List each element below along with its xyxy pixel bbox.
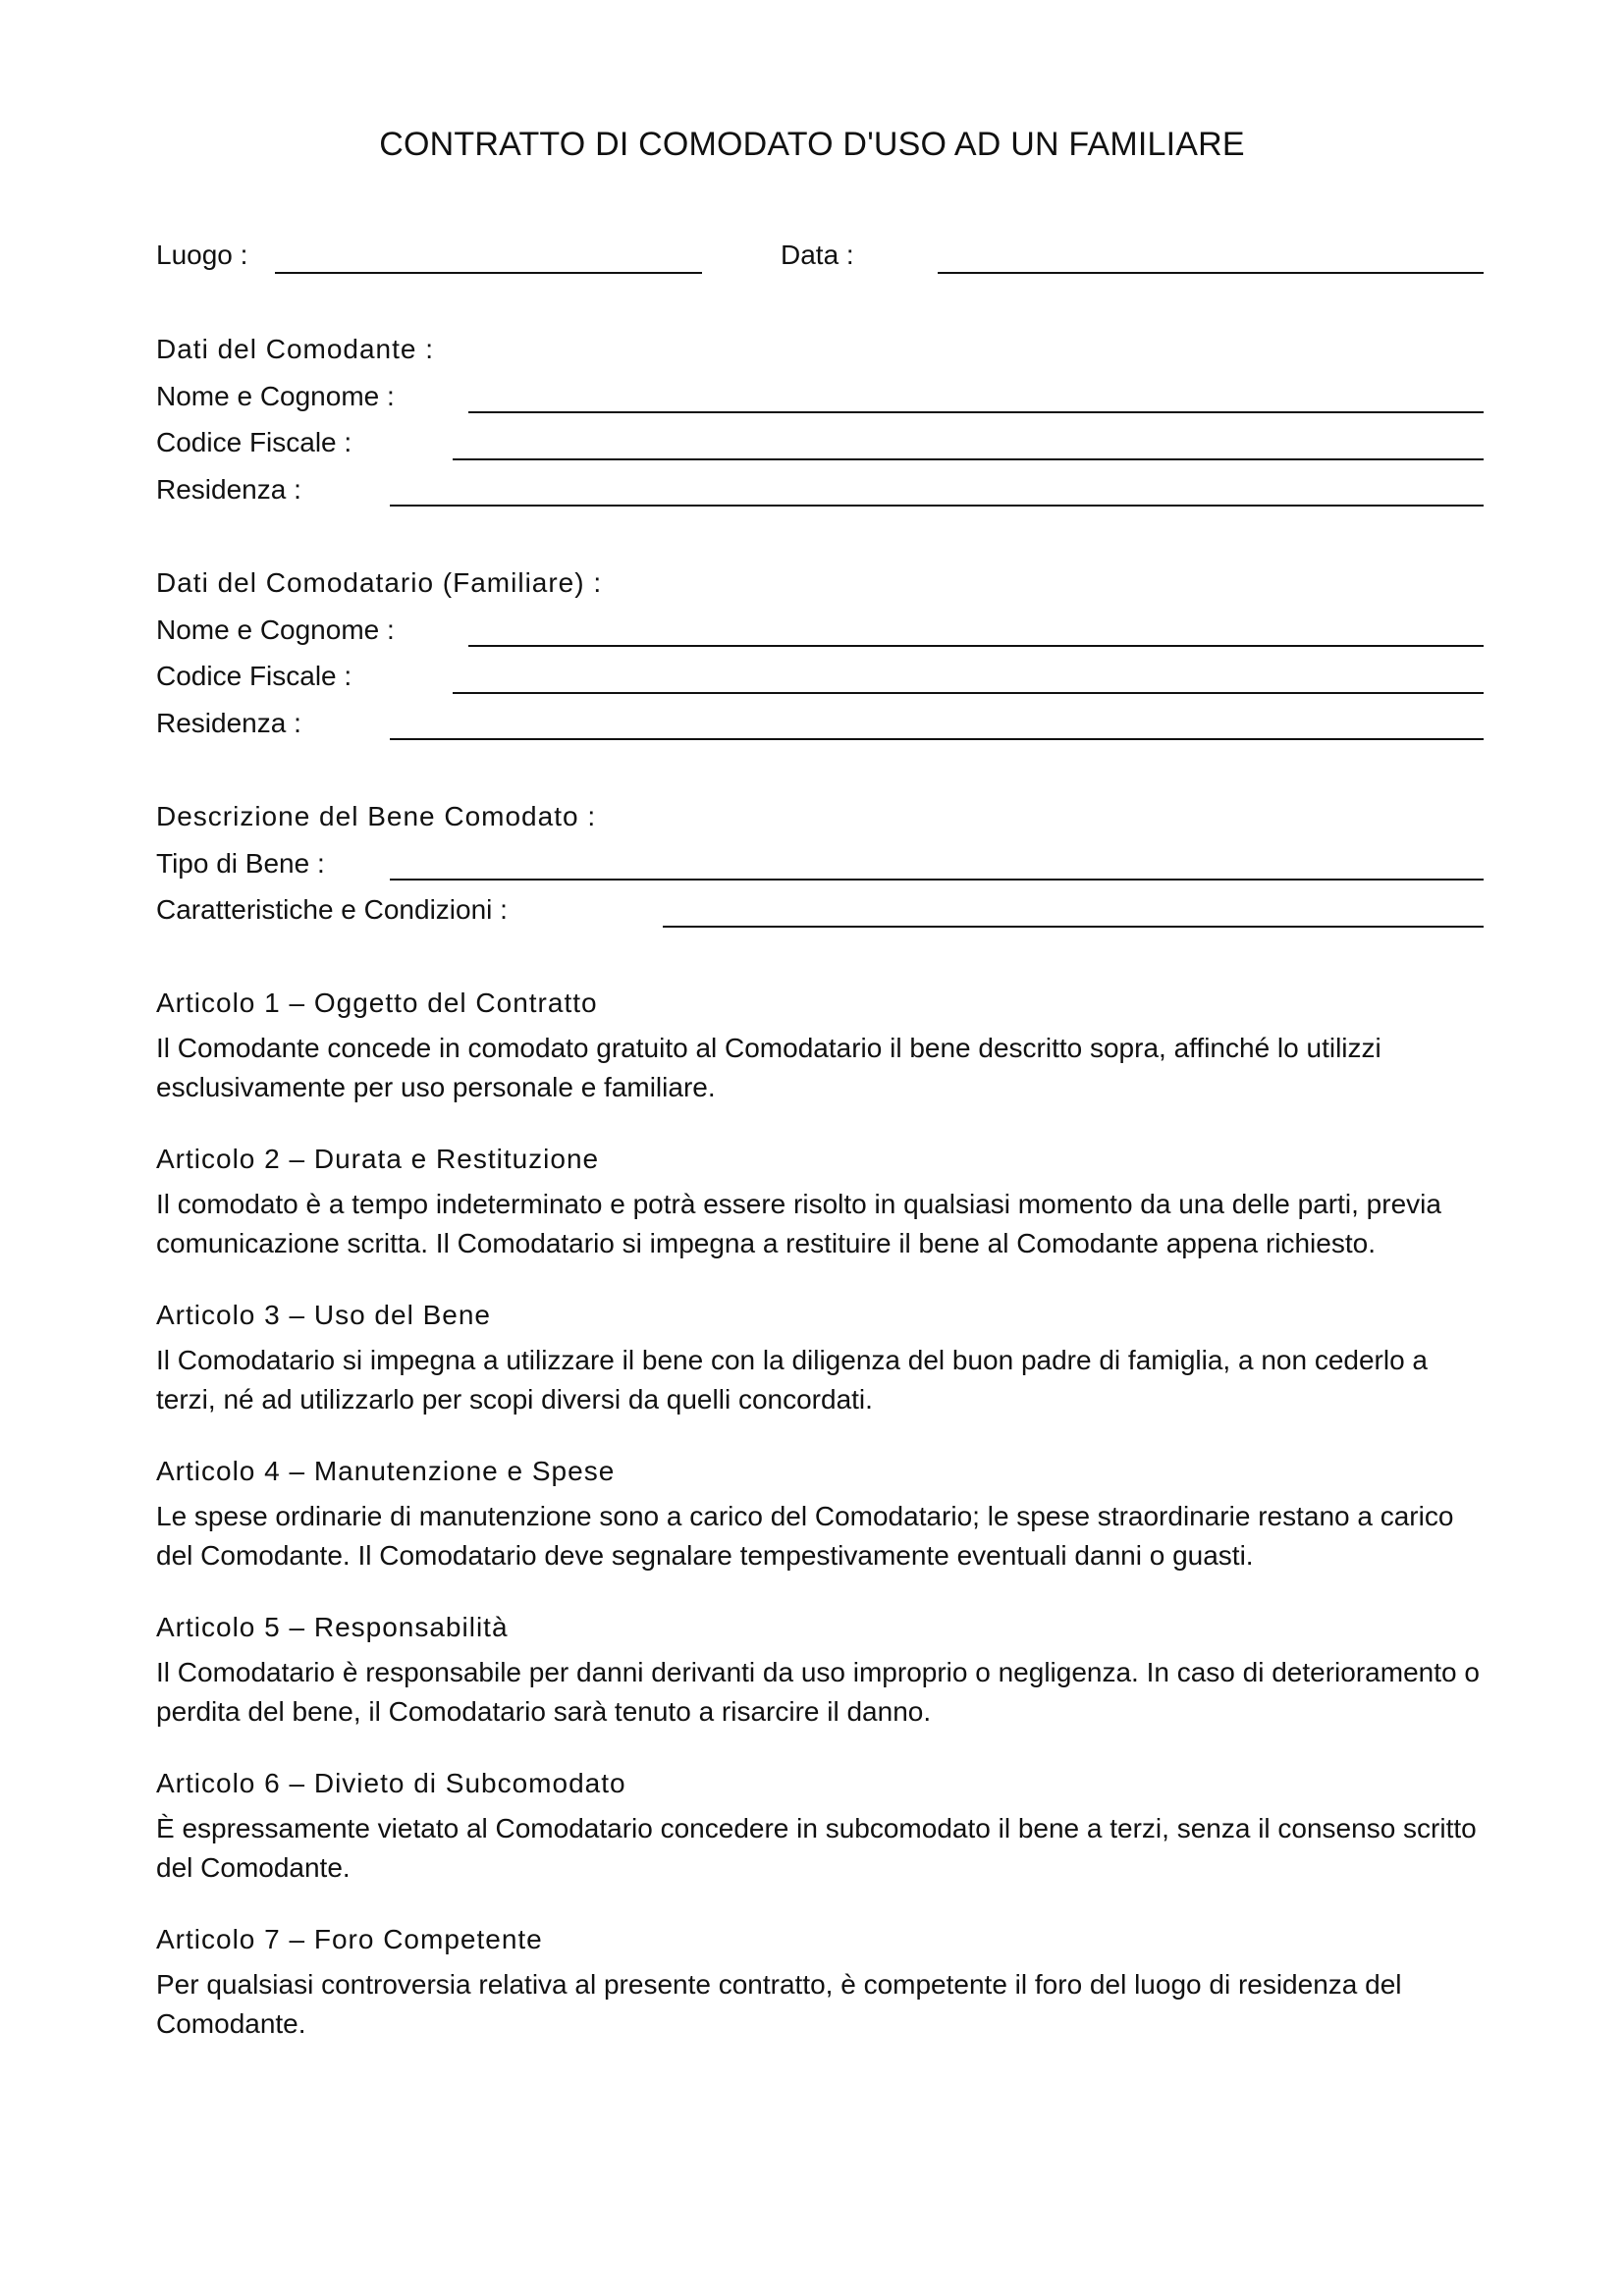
comodante-heading: Dati del Comodante : — [156, 334, 435, 364]
article-1-heading: Articolo 1 – Oggetto del Contratto — [156, 988, 598, 1018]
comodante-cf-label: Codice Fiscale : — [156, 427, 352, 457]
article-4-text: Le spese ordinarie di manutenzione sono a carico del Comodatario; le spese straordinarie restano a carico del Comodante. Il Comodatario deve segnalare tempestivamente eventuali danni o guasti. — [156, 1501, 1454, 1571]
comodatario-residenza-label: Residenza : — [156, 708, 301, 738]
article-5-text: Il Comodatario è responsabile per danni derivanti da uso improprio o negligenza. In caso di deterioramento o perdita del bene, il Comodatario sarà tenuto a risarcire il danno. — [156, 1657, 1480, 1727]
article-5-heading: Articolo 5 – Responsabilità — [156, 1612, 509, 1642]
bene-tipo-label: Tipo di Bene : — [156, 848, 325, 879]
article-7-heading: Articolo 7 – Foro Competente — [156, 1924, 543, 1954]
article-7-text: Per qualsiasi controversia relativa al presente contratto, è competente il foro del luogo di residenza del Comodante. — [156, 1969, 1402, 2039]
comodante-residenza-field-line[interactable] — [390, 505, 1484, 507]
article-2-heading: Articolo 2 – Durata e Restituzione — [156, 1144, 600, 1174]
article-6-text: È espressamente vietato al Comodatario concedere in subcomodato il bene a terzi, senza il consenso scritto del Comodante. — [156, 1813, 1477, 1883]
comodatario-heading: Dati del Comodatario (Familiare) : — [156, 567, 603, 598]
comodante-cf-field-line[interactable] — [453, 458, 1484, 460]
data-field-line[interactable] — [938, 272, 1484, 274]
article-2-text: Il comodato è a tempo indeterminato e potrà essere risolto in qualsiasi momento da una delle parti, previa comunicazione scritta. Il Comodatario si impegna a restituire il bene al Comodante appena richiesto. — [156, 1189, 1441, 1258]
document-title: CONTRATTO DI COMODATO D'USO AD UN FAMILIARE — [379, 126, 1245, 163]
article-3-heading: Articolo 3 – Uso del Bene — [156, 1300, 491, 1330]
comodante-nome-field-line[interactable] — [468, 411, 1484, 413]
article-6-heading: Articolo 6 – Divieto di Subcomodato — [156, 1768, 626, 1798]
bene-caratteristiche-field-line[interactable] — [663, 926, 1484, 928]
bene-heading: Descrizione del Bene Comodato : — [156, 801, 597, 831]
comodante-residenza-label: Residenza : — [156, 474, 301, 505]
comodante-nome-label: Nome e Cognome : — [156, 381, 395, 411]
comodatario-residenza-field-line[interactable] — [390, 738, 1484, 740]
bene-caratteristiche-label: Caratteristiche e Condizioni : — [156, 894, 508, 925]
comodatario-nome-field-line[interactable] — [468, 645, 1484, 647]
article-3-text: Il Comodatario si impegna a utilizzare il bene con la diligenza del buon padre di famiglia, a non cederlo a terzi, né ad utilizzarlo per scopi diversi da quelli concordati. — [156, 1345, 1428, 1415]
article-1-text: Il Comodante concede in comodato gratuito al Comodatario il bene descritto sopra, affinché lo utilizzi esclusivamente per uso personale e familiare. — [156, 1033, 1381, 1102]
comodatario-nome-label: Nome e Cognome : — [156, 614, 395, 645]
data-label: Data : — [781, 240, 854, 270]
luogo-field-line[interactable] — [275, 272, 702, 274]
comodatario-cf-label: Codice Fiscale : — [156, 661, 352, 691]
bene-tipo-field-line[interactable] — [390, 879, 1484, 881]
luogo-label: Luogo : — [156, 240, 248, 270]
comodatario-cf-field-line[interactable] — [453, 692, 1484, 694]
article-4-heading: Articolo 4 – Manutenzione e Spese — [156, 1456, 616, 1486]
